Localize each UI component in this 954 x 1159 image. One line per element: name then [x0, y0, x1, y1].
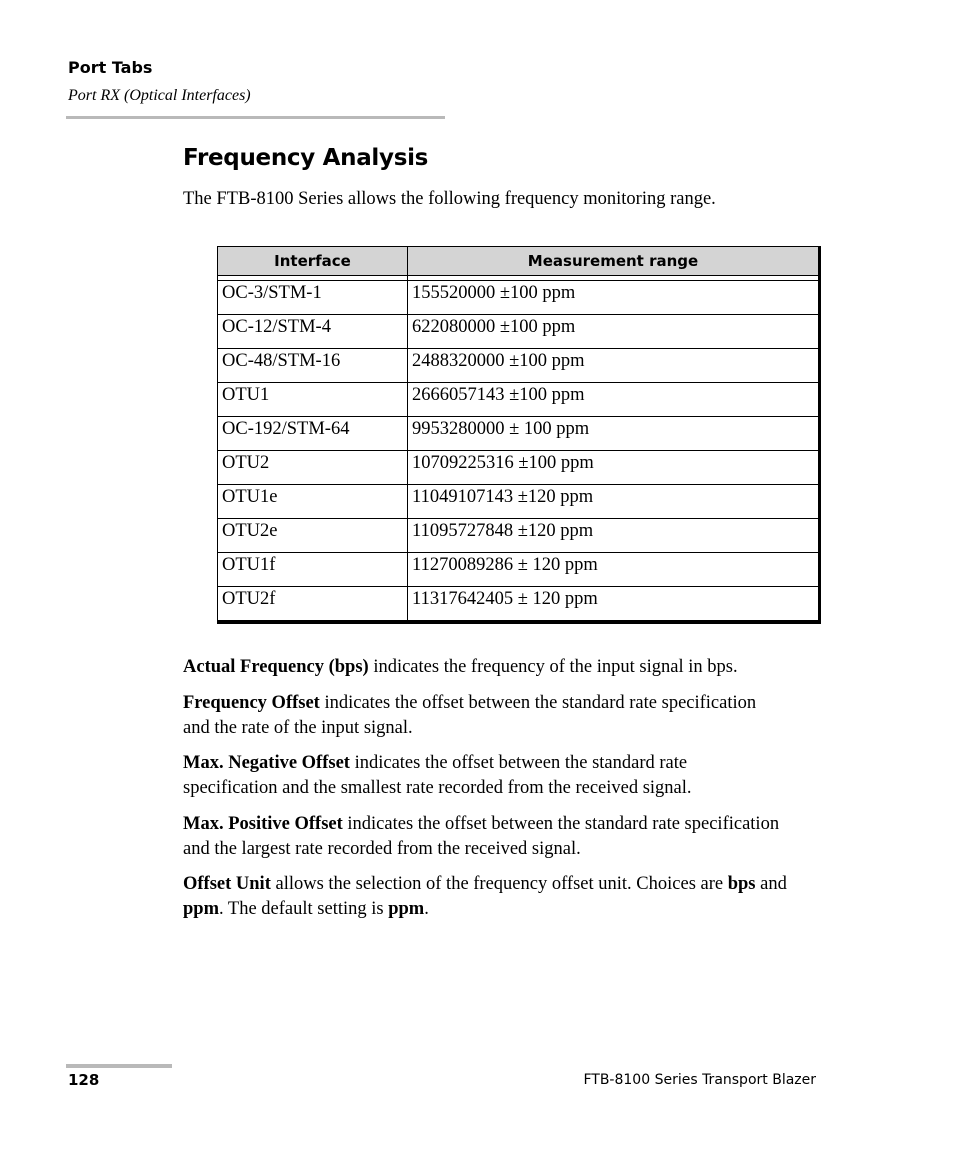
intro-paragraph: The FTB-8100 Series allows the following frequency monitoring range.: [183, 189, 716, 209]
table-header-row: [218, 247, 819, 276]
offset-unit-text: allows the selection of the frequency offset unit. Choices are: [270, 874, 728, 894]
interface-cell: OTU1: [218, 383, 408, 417]
interface-cell: OTU1e: [218, 485, 408, 519]
section-title: Port Tabs: [68, 58, 153, 77]
max-negative-offset-term: Max. Negative Offset: [183, 753, 350, 773]
interface-cell: OC-192/STM-64: [218, 417, 408, 451]
range-cell: 2488320000 ±100 ppm: [408, 349, 819, 383]
actual-frequency-term: Actual Frequency (bps): [183, 657, 369, 677]
frequency-offset-term: Frequency Offset: [183, 693, 320, 713]
frequency-table-frame: [217, 246, 821, 624]
range-cell: 155520000 ±100 ppm: [408, 281, 819, 315]
max-positive-offset-description: [183, 812, 783, 861]
interface-cell: OTU1f: [218, 553, 408, 587]
header-divider: [66, 116, 445, 119]
interface-cell: OC-3/STM-1: [218, 281, 408, 315]
offset-unit-term: Offset Unit: [183, 874, 271, 894]
interface-cell: OC-12/STM-4: [218, 315, 408, 349]
max-negative-offset-text: indicates the offset between the standard rate specification and the smallest rate recorded from the received signal.: [183, 753, 692, 798]
table-row: [218, 315, 819, 349]
table-row: [218, 485, 819, 519]
max-negative-offset-description: [183, 751, 783, 800]
range-cell: 10709225316 ±100 ppm: [408, 451, 819, 485]
range-cell: 9953280000 ± 100 ppm: [408, 417, 819, 451]
table-row: [218, 281, 819, 315]
column-header-interface: Interface: [218, 247, 408, 276]
bps-choice: bps: [727, 874, 756, 894]
interface-cell: OTU2f: [218, 587, 408, 621]
table-row: [218, 417, 819, 451]
column-header-measurement-range: Measurement range: [408, 247, 819, 276]
footer-divider: [66, 1064, 172, 1068]
range-cell: 11270089286 ± 120 ppm: [408, 553, 819, 587]
offset-unit-description: [183, 872, 808, 921]
table-row: [218, 383, 819, 417]
subsection-title: Port RX (Optical Interfaces): [68, 87, 251, 104]
range-cell: 622080000 ±100 ppm: [408, 315, 819, 349]
page-heading: Frequency Analysis: [183, 145, 429, 171]
interface-cell: OTU2e: [218, 519, 408, 553]
end-period: .: [424, 898, 429, 919]
ppm-choice: ppm: [183, 898, 219, 919]
and-text: and: [755, 874, 787, 894]
range-cell: 2666057143 ±100 ppm: [408, 383, 819, 417]
range-cell: 11095727848 ±120 ppm: [408, 519, 819, 553]
table-row: [218, 519, 819, 553]
interface-cell: OTU2: [218, 451, 408, 485]
actual-frequency-text: indicates the frequency of the input signal in bps.: [368, 657, 738, 677]
range-cell: 11317642405 ± 120 ppm: [408, 587, 819, 621]
interface-cell: OC-48/STM-16: [218, 349, 408, 383]
table-row: [218, 553, 819, 587]
document-title: FTB-8100 Series Transport Blazer: [583, 1072, 816, 1088]
frequency-offset-description: [183, 691, 783, 740]
table-row: [218, 451, 819, 485]
default-text: . The default setting is: [219, 898, 389, 919]
table-row: [218, 349, 819, 383]
max-positive-offset-term: Max. Positive Offset: [183, 814, 343, 834]
default-value: ppm: [388, 898, 425, 919]
frequency-table: [217, 246, 819, 621]
frequency-offset-text: indicates the offset between the standard rate specification and the rate of the input signal.: [183, 693, 757, 738]
actual-frequency-description: [183, 655, 833, 680]
page-number: 128: [68, 1071, 100, 1089]
range-cell: 11049107143 ±120 ppm: [408, 485, 819, 519]
max-positive-offset-text: indicates the offset between the standard rate specification and the largest rate recorded from the received signal.: [183, 814, 780, 859]
table-row: [218, 587, 819, 621]
